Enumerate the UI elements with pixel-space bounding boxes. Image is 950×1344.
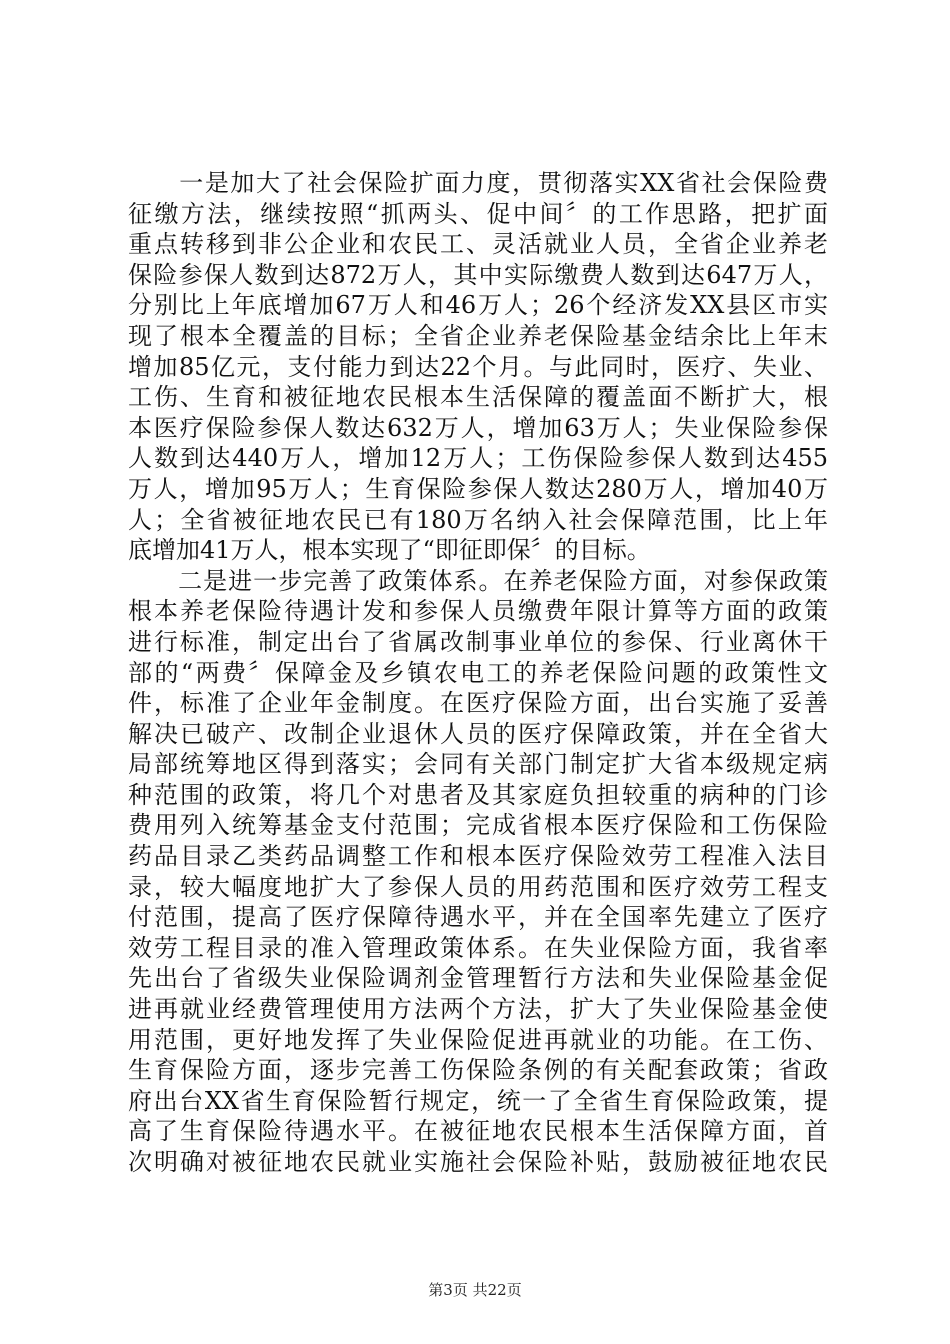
text-line: 征缴方法，继续按照“抓两头、促中间〞的工作思路，把扩面 xyxy=(128,199,828,228)
text-line: 局部统筹地区得到落实；会同有关部门制定扩大省本级规定病 xyxy=(128,750,828,779)
text-line: 府出台XX省生育保险暂行规定，统一了全省生育保险政策，提 xyxy=(128,1086,828,1115)
text-line: 保险参保人数到达872万人，其中实际缴费人数到达647万人， xyxy=(128,260,828,289)
text-line: 进行标准，制定出台了省属改制事业单位的参保、行业离休干 xyxy=(128,627,828,656)
text-line: 本医疗保险参保人数达632万人，增加63万人；失业保险参保 xyxy=(128,413,828,442)
text-line: 工伤、生育和被征地农民根本生活保障的覆盖面不断扩大，根 xyxy=(128,383,828,412)
text-line: 现了根本全覆盖的目标；全省企业养老保险基金结余比上年末 xyxy=(128,321,828,350)
text-line: 进再就业经费管理使用方法两个方法，扩大了失业保险基金使 xyxy=(128,995,828,1024)
text-line: 件，标准了企业年金制度。在医疗保险方面，出台实施了妥善 xyxy=(128,689,828,718)
text-line: 人；全省被征地农民已有180万名纳入社会保障范围，比上年 xyxy=(128,505,828,534)
text-line: 费用列入统筹基金支付范围；完成省根本医疗保险和工伤保险 xyxy=(128,811,828,840)
text-line: 一是加大了社会保险扩面力度，贯彻落实XX省社会保险费 xyxy=(128,169,828,197)
text-line: 解决已破产、改制企业退休人员的医疗保障政策，并在全省大 xyxy=(128,719,828,748)
text-line: 生育保险方面，逐步完善工伤保险条例的有关配套政策；省政 xyxy=(128,1056,828,1085)
text-line: 人数到达440万人，增加12万人；工伤保险参保人数到达455 xyxy=(128,444,828,473)
text-line: 次明确对被征地农民就业实施社会保险补贴，鼓励被征地农民 xyxy=(128,1148,828,1176)
text-line: 分别比上年底增加67万人和46万人；26个经济发XX县区市实 xyxy=(128,291,828,320)
text-line: 用范围，更好地发挥了失业保险促进再就业的功能。在工伤、 xyxy=(128,1025,828,1054)
text-line: 高了生育保险待遇水平。在被征地农民根本生活保障方面，首 xyxy=(128,1117,828,1146)
body-text xyxy=(128,168,828,1178)
text-line: 增加85亿元，支付能力到达22个月。与此同时，医疗、失业、 xyxy=(128,352,828,381)
text-line: 种范围的政策，将几个对患者及其家庭负担较重的病种的门诊 xyxy=(128,780,828,809)
text-line: 付范围，提高了医疗保障待遇水平，并在全国率先建立了医疗 xyxy=(128,903,828,932)
text-line: 部的“两费〞保障金及乡镇农电工的养老保险问题的政策性文 xyxy=(128,658,828,687)
text-line: 根本养老保险待遇计发和参保人员缴费年限计算等方面的政策 xyxy=(128,597,828,626)
text-line: 万人，增加95万人；生育保险参保人数达280万人，增加40万 xyxy=(128,474,828,503)
text-line: 底增加41万人，根本实现了“即征即保〞的目标。 xyxy=(128,536,651,565)
page-footer xyxy=(0,1280,950,1300)
text-line: 药品目录乙类药品调整工作和根本医疗保险效劳工程准入法目 xyxy=(128,842,828,871)
text-line: 效劳工程目录的准入管理政策体系。在失业保险方面，我省率 xyxy=(128,933,828,962)
text-line: 二是进一步完善了政策体系。在养老保险方面，对参保政策 xyxy=(128,566,828,595)
text-line: 录，较大幅度地扩大了参保人员的用药范围和医疗效劳工程支 xyxy=(128,872,828,901)
page-number: 第3页 共22页 xyxy=(428,1281,522,1299)
text-line: 重点转移到非公企业和农民工、灵活就业人员，全省企业养老 xyxy=(128,230,828,259)
text-line: 先出台了省级失业保险调剂金管理暂行方法和失业保险基金促 xyxy=(128,964,828,993)
